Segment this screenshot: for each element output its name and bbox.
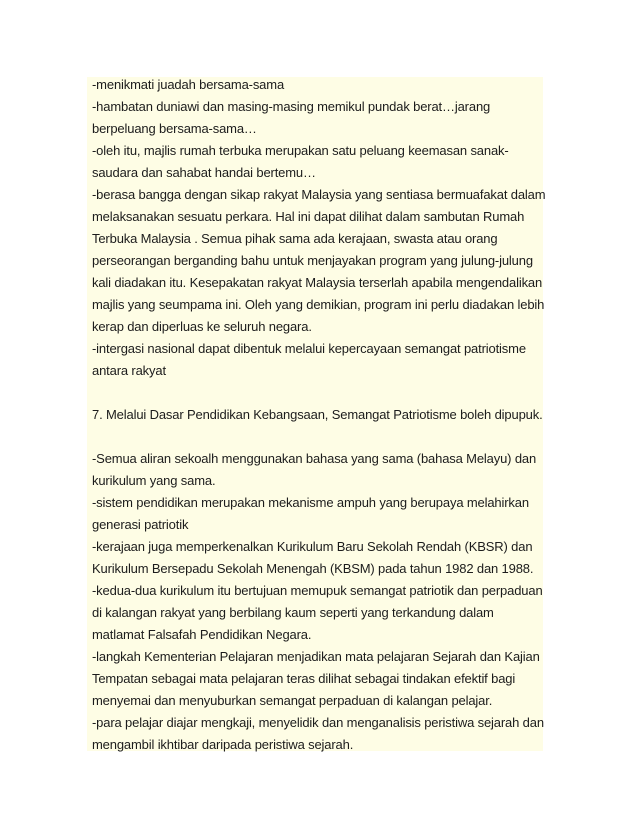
text-line: kerap dan diperluas ke seluruh negara. <box>92 319 312 334</box>
text-line: Kurikulum Bersepadu Sekolah Menengah (KBSM) pada tahun 1982 dan 1988. <box>92 561 534 576</box>
text-line: -berasa bangga dengan sikap rakyat Malaysia yang sentiasa bermuafakat dalam <box>92 187 546 202</box>
section-heading: 7. Melalui Dasar Pendidikan Kebangsaan, Semangat Patriotisme boleh dipupuk. <box>92 407 543 422</box>
text-line: di kalangan rakyat yang berbilang kaum seperti yang terkandung dalam <box>92 605 494 620</box>
text-line: -kedua-dua kurikulum itu bertujuan memupuk semangat patriotik dan perpaduan <box>92 583 543 598</box>
text-line: -kerajaan juga memperkenalkan Kurikulum Baru Sekolah Rendah (KBSR) dan <box>92 539 533 554</box>
text-line: kurikulum yang sama. <box>92 473 216 488</box>
text-line: Tempatan sebagai mata pelajaran teras dilihat sebagai tindakan efektif bagi <box>92 671 516 686</box>
text-line: berpeluang bersama-sama… <box>92 121 257 136</box>
text-line: -para pelajar diajar mengkaji, menyelidik dan menganalisis peristiwa sejarah dan <box>92 715 544 730</box>
text-line: mengambil ikhtibar daripada peristiwa sejarah. <box>92 737 354 752</box>
text-line: melaksanakan sesuatu perkara. Hal ini dapat dilihat dalam sambutan Rumah <box>92 209 525 224</box>
text-line: majlis yang seumpama ini. Oleh yang demikian, program ini perlu diadakan lebih <box>92 297 545 312</box>
text-line: -langkah Kementerian Pelajaran menjadikan mata pelajaran Sejarah dan Kajian <box>92 649 540 664</box>
text-line: -Semua aliran sekoalh menggunakan bahasa yang sama (bahasa Melayu) dan <box>92 451 537 466</box>
text-line: menyemai dan menyuburkan semangat perpaduan di kalangan pelajar. <box>92 693 493 708</box>
text-line: -hambatan duniawi dan masing-masing memikul pundak berat…jarang <box>92 99 491 114</box>
text-line: -sistem pendidikan merupakan mekanisme ampuh yang berupaya melahirkan <box>92 495 529 510</box>
text-line: perseorangan berganding bahu untuk menjayakan program yang julung-julung <box>92 253 533 268</box>
text-line: matlamat Falsafah Pendidikan Negara. <box>92 627 312 642</box>
document-page <box>87 77 546 752</box>
text-line: Terbuka Malaysia . Semua pihak sama ada kerajaan, swasta atau orang <box>92 231 498 246</box>
text-line: -oleh itu, majlis rumah terbuka merupakan satu peluang keemasan sanak- <box>92 143 509 158</box>
text-line: -menikmati juadah bersama-sama <box>92 77 285 92</box>
text-line: generasi patriotik <box>92 517 189 532</box>
text-line: kali diadakan itu. Kesepakatan rakyat Malaysia terserlah apabila mengendalikan <box>92 275 543 290</box>
text-line: -intergasi nasional dapat dibentuk melalui kepercayaan semangat patriotisme <box>92 341 526 356</box>
text-line: saudara dan sahabat handai bertemu… <box>92 165 316 180</box>
text-line: antara rakyat <box>92 363 166 378</box>
